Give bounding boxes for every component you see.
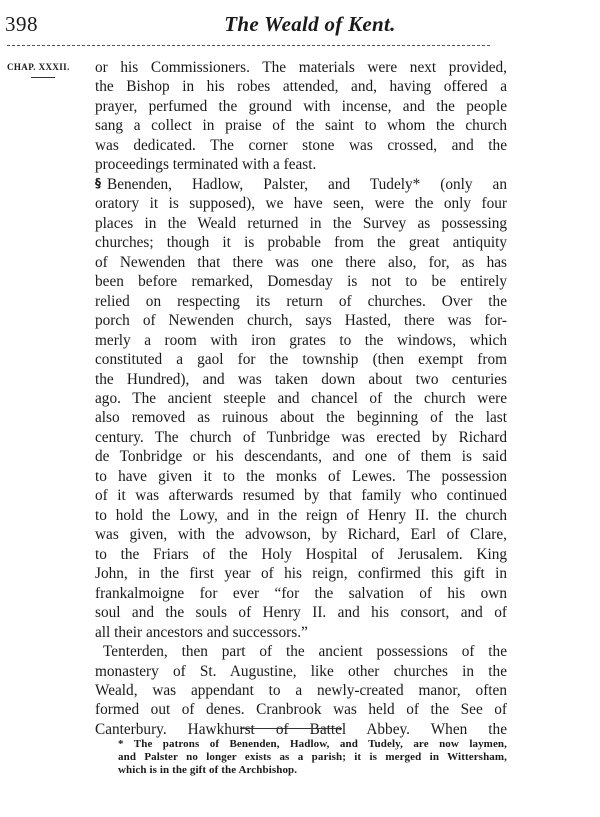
text-line: the Hundred), and was taken down about two centuries (95, 370, 507, 388)
body-text (95, 58, 507, 739)
text-line: also removed as ruinous about the beginning of the last (95, 409, 507, 427)
chapter-margin-note: CHAP. XXXII. (7, 62, 70, 72)
text-line: all their ancestors and successors.” (95, 623, 308, 641)
text-line: or his Commissioners. The materials were next provided, (95, 59, 507, 76)
text-line: was dedicated. The corner stone was crossed, and the (95, 136, 507, 154)
text-line: formed out of denes. Cranbrook was held of the See of (95, 701, 507, 719)
text-line: de Tonbridge or his descendants, and one of them is said (95, 448, 507, 466)
page-number: 398 (5, 12, 38, 36)
text-line: places in the Weald returned in the Survey as possessing (95, 214, 507, 232)
text-line: prayer, perfumed the ground with incense, and the people (95, 97, 507, 115)
page-title: The Weald of Kent. (224, 12, 396, 36)
text-line: monastery of St. Augustine, like other churches in the (95, 662, 507, 680)
header-rule (7, 45, 490, 46)
margin-note-rule (31, 77, 55, 78)
footnote (118, 738, 507, 777)
text-line: to the Friars of the Holy Hospital of Jerusalem. King (95, 545, 507, 563)
text-line: been before remarked, Domesday is not to be entirely (95, 273, 507, 291)
text-line: porch of Newenden church, says Hasted, there was for- (95, 312, 507, 330)
text-line: merly a room with iron grates to the windows, which (95, 331, 507, 349)
text-line: the Bishop in his robes attended, and, having offered a (95, 78, 507, 96)
text-line: churches; though it is probable from the great antiquity (95, 234, 507, 252)
paragraph-marker: § (95, 175, 101, 190)
footnote-line: which is in the gift of the Archbishop. (118, 764, 298, 776)
text-line: to have given it to the monks of Lewes. The possession (95, 467, 507, 485)
text-line: sang a collect in praise of the saint to whom the church (95, 117, 507, 135)
text-line: to hold the Lowy, and in the reign of Henry II. the church (95, 506, 507, 524)
text-line: century. The church of Tunbridge was erected by Richard (95, 428, 507, 446)
text-line: relied on respecting its return of churches. Over the (95, 292, 507, 310)
text-line-with-marker (95, 175, 507, 194)
text-line: of Newenden that there was one there also, for, as has (95, 253, 507, 271)
text-line: was given, with the advowson, by Richard, Earl of Clare, (95, 526, 507, 544)
text-line: Weald, was appendant to a newly-created manor, often (95, 682, 507, 699)
text-line: proceedings terminated with a feast. (95, 156, 317, 174)
text-line: soul and the souls of Henry II. and his consort, and of (95, 604, 507, 622)
footnote-rule (240, 728, 342, 729)
text-line: Canterbury. Hawkhurst of Battel Abbey. When the (95, 720, 507, 738)
footnote-line: and Palster no longer exists as a parish; it is merged in Wittersham, (118, 751, 507, 763)
footnote-line: * The patrons of Benenden, Hadlow, and Tudely, are now laymen, (118, 738, 507, 750)
text-line: Benenden, Hadlow, Palster, and Tudely* (only an (107, 175, 507, 193)
text-line: ago. The ancient steeple and chancel of the church were (95, 389, 507, 407)
text-line: constituted a gaol for the township (then exempt from (95, 351, 507, 369)
text-line: Tenterden, then part of the ancient possessions of the (103, 643, 507, 661)
running-head (0, 12, 600, 42)
text-line: frankalmoigne for ever “for the salvation of his own (95, 584, 507, 602)
text-line: oratory it is supposed), we have seen, were the only four (95, 195, 507, 213)
text-line: John, in the first year of his reign, confirmed this gift in (95, 565, 507, 583)
text-line: of it was afterwards resumed by that family who continued (95, 487, 507, 505)
